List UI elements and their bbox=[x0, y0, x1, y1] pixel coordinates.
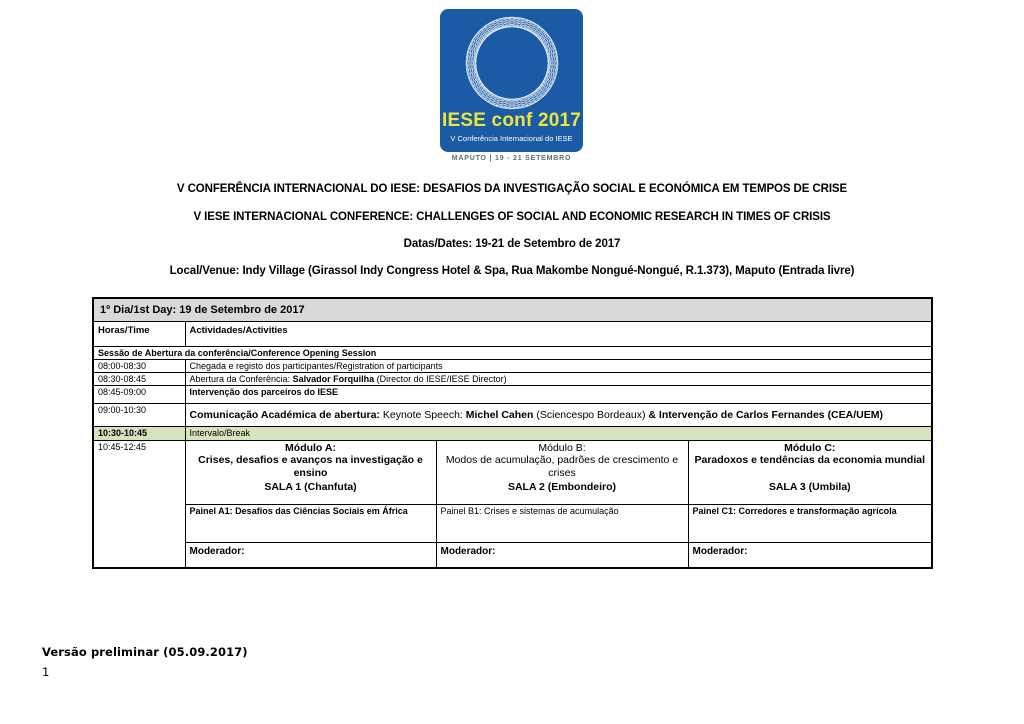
time-cell: 10:45-12:45 bbox=[93, 440, 185, 568]
logo-title: IESE conf 2017 bbox=[441, 110, 582, 131]
version-note: Versão preliminar (05.09.2017) bbox=[42, 645, 248, 659]
module-desc: Paradoxos e tendências da economia mundial bbox=[694, 453, 925, 466]
panel-b1: Painel B1: Crises e sistemas de acumulação bbox=[436, 504, 688, 542]
time-cell: 10:30-10:45 bbox=[93, 426, 185, 440]
conference-title-en: V IESE INTERNACIONAL CONFERENCE: CHALLENGES OF SOCIAL AND ECONOMIC RESEARCH IN TIMES OF CRISIS bbox=[193, 211, 831, 223]
column-header-row bbox=[93, 321, 932, 346]
logo-subtitle: V Conferência Internacional do IESE bbox=[450, 134, 573, 143]
panels-row bbox=[93, 504, 932, 542]
schedule-row bbox=[93, 372, 932, 385]
time-cell: 09:00-10:30 bbox=[93, 403, 185, 426]
schedule-row bbox=[93, 385, 932, 403]
conference-venue: Local/Venue: Indy Village (Girassol Indy Congress Hotel & Spa, Rua Makombe Nongué-Nongué, R.1.373), Maputo (Entrada livre) bbox=[169, 265, 855, 277]
page-number: 1 bbox=[42, 665, 50, 679]
module-room: SALA 3 (Umbila) bbox=[768, 480, 851, 493]
moderators-row bbox=[93, 542, 932, 568]
module-title: Módulo A: bbox=[285, 441, 336, 454]
panel-a1: Painel A1: Desafios das Ciências Sociais em África bbox=[185, 504, 436, 542]
module-c-header bbox=[688, 440, 932, 504]
spirograph-icon bbox=[460, 11, 564, 115]
panel-c1: Painel C1: Corredores e transformação agrícola bbox=[688, 504, 932, 542]
col-header-activities: Actividades/Activities bbox=[185, 321, 932, 346]
col-header-time: Horas/Time bbox=[93, 321, 185, 346]
keynote-row bbox=[93, 403, 932, 426]
break-row bbox=[93, 426, 932, 440]
day-title: 1º Dia/1st Day: 19 de Setembro de 2017 bbox=[93, 298, 932, 321]
time-cell: 08:00-08:30 bbox=[93, 359, 185, 372]
conference-title-pt: V CONFERÊNCIA INTERNACIONAL DO IESE: DESAFIOS DA INVESTIGAÇÃO SOCIAL E ECONÓMICA EM TEMPOS DE CRISE bbox=[176, 183, 848, 195]
module-title: Módulo C: bbox=[784, 441, 836, 454]
break-label: Intervalo/Break bbox=[185, 426, 932, 440]
activity-cell: Chegada e registo dos participantes/Registration of participants bbox=[185, 359, 932, 372]
module-room: SALA 1 (Chanfuta) bbox=[264, 480, 357, 493]
iese-conference-logo bbox=[440, 9, 583, 152]
day1-schedule-table bbox=[92, 297, 933, 569]
module-desc: Modos de acumulação, padrões de crescimento e crises bbox=[445, 453, 679, 479]
activity-cell: Comunicação Académica de abertura: Keynote Speech: Michel Cahen (Sciencespo Bordeaux) & Intervenção de Carlos Fernandes (CEA/UEM) bbox=[185, 403, 932, 426]
time-cell: 08:30-08:45 bbox=[93, 372, 185, 385]
activity-cell: Intervenção dos parceiros do IESE bbox=[185, 385, 932, 403]
moderator-b: Moderador: bbox=[436, 542, 688, 568]
moderator-a: Moderador: bbox=[185, 542, 436, 568]
parallel-modules-row bbox=[93, 440, 932, 504]
session-header: Sessão de Abertura da conferência/Conference Opening Session bbox=[93, 346, 932, 359]
activity-cell: Abertura da Conferência: Salvador Forquilha (Director do IESE/IESE Director) bbox=[185, 372, 932, 385]
module-title: Módulo B: bbox=[538, 441, 586, 454]
time-cell: 08:45-09:00 bbox=[93, 385, 185, 403]
module-a-header bbox=[185, 440, 436, 504]
day-title-row bbox=[93, 298, 932, 321]
schedule-row bbox=[93, 359, 932, 372]
module-b-header bbox=[436, 440, 688, 504]
module-desc: Crises, desafios e avanços na investigação e ensino bbox=[198, 453, 423, 479]
moderator-c: Moderador: bbox=[688, 542, 932, 568]
logo-tagline: MAPUTO | 19 - 21 SETEMBRO bbox=[451, 155, 572, 162]
conference-dates: Datas/Dates: 19-21 de Setembro de 2017 bbox=[403, 238, 621, 250]
session-header-row bbox=[93, 346, 932, 359]
module-room: SALA 2 (Embondeiro) bbox=[507, 480, 617, 493]
